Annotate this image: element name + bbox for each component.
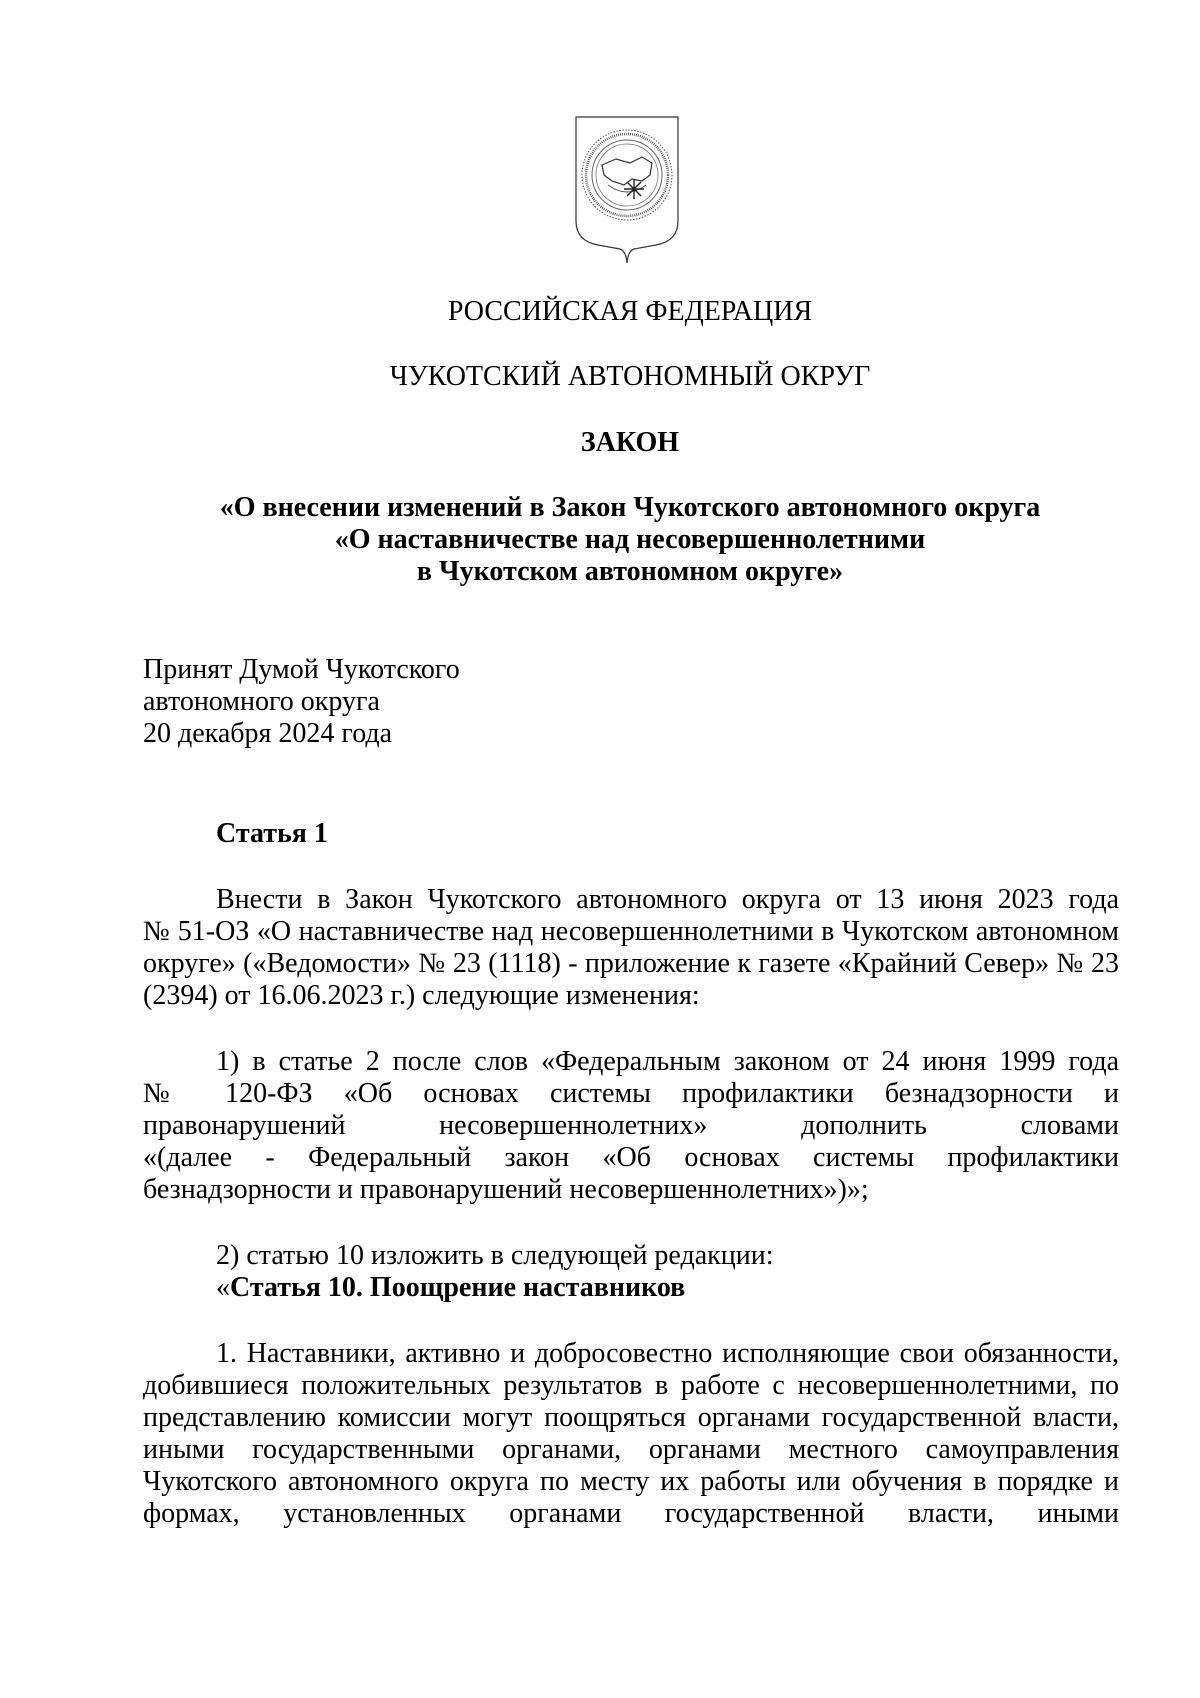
text-line: формах, установленных органами государственной власти, иными (143, 1498, 1119, 1529)
text-line: правонарушений несовершеннолетних» дополнить словами (143, 1110, 1119, 1141)
text-line: безнадзорности и правонарушений несовершеннолетних»)»; (143, 1174, 869, 1205)
adoption-block (143, 654, 1119, 750)
text-line: № 120-ФЗ «Об основах системы профилактики безнадзорности и (143, 1078, 1119, 1109)
region-heading: ЧУКОТСКИЙ АВТОНОМНЫЙ ОКРУГ (389, 361, 871, 392)
text-line: № 51-ОЗ «О наставничестве над несовершеннолетними в Чукотском автономном (143, 916, 1119, 947)
federation-heading: РОССИЙСКАЯ ФЕДЕРАЦИЯ (447, 296, 813, 327)
adoption-date: 20 декабря 2024 года (143, 718, 393, 749)
law-title-line: «О наставничестве над несовершеннолетними (334, 524, 926, 555)
article-10-title: Статья 10. Поощрение наставников (230, 1272, 686, 1303)
article-10-heading (143, 1272, 1119, 1304)
coat-of-arms-emblem (572, 113, 682, 265)
article-1-item-1 (143, 1046, 1119, 1206)
law-title-line: в Чукотском автономном округе» (416, 556, 844, 587)
text-line: 2) статью 10 изложить в следующей редакции: (216, 1240, 774, 1271)
law-title-line: «О внесении изменений в Закон Чукотского автономного округа (219, 492, 1041, 523)
article-10-paragraph-1 (143, 1338, 1119, 1530)
text-line: «(далее - Федеральный закон «Об основах системы профилактики (143, 1142, 1119, 1173)
text-line: Внести в Закон Чукотского автономного округа от 13 июня 2023 года (216, 884, 1119, 915)
adoption-line: автономного округа (143, 686, 380, 717)
article-1-item-2 (143, 1240, 1119, 1304)
text-line: 1. Наставники, активно и добросовестно исполняющие свои обязанности, (216, 1338, 1119, 1369)
text-line: 1) в статье 2 после слов «Федеральным законом от 24 июня 1999 года (216, 1046, 1119, 1077)
adoption-line: Принят Думой Чукотского (143, 654, 460, 685)
text-line: иными государственными органами, органами местного самоуправления (143, 1434, 1119, 1465)
law-heading: ЗАКОН (580, 427, 680, 458)
text-line: Чукотского автономного округа по месту их работы или обучения в порядке и (143, 1466, 1119, 1497)
article-1-heading: Статья 1 (216, 818, 328, 849)
open-quote: « (216, 1272, 230, 1303)
text-line: представлению комиссии могут поощряться органами государственной власти, (143, 1402, 1119, 1433)
text-line: округе» («Ведомости» № 23 (1118) - приложение к газете «Крайний Север» № 23 (143, 948, 1119, 979)
article-1-intro (143, 884, 1119, 1012)
text-line: добившиеся положительных результатов в работе с несовершеннолетними, по (143, 1370, 1119, 1401)
text-line: (2394) от 16.06.2023 г.) следующие изменения: (143, 980, 700, 1011)
